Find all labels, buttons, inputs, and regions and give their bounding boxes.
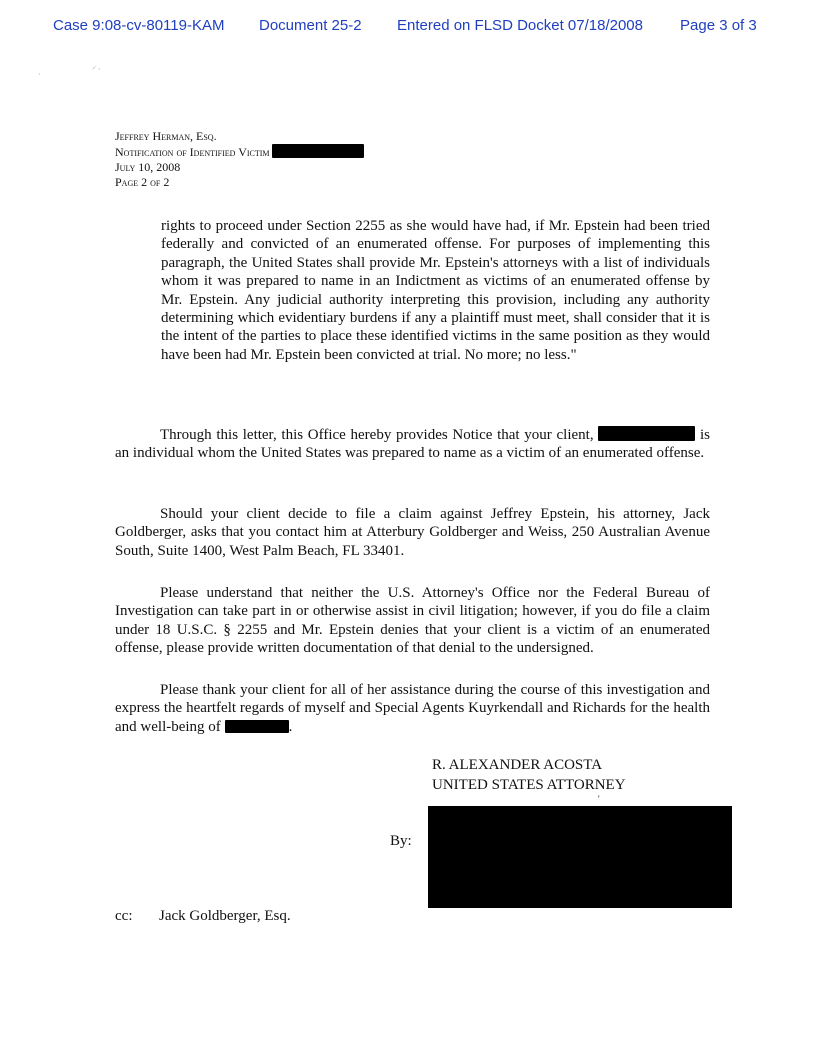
date-line: July 10, 2008 bbox=[115, 160, 181, 174]
signer-name: R. ALEXANDER ACOSTA bbox=[432, 757, 603, 773]
recipient-line: Jeffrey Herman, Esq. bbox=[115, 129, 217, 143]
notice-text-start: Through this letter, this Office hereby provides Notice that your client, bbox=[160, 427, 594, 443]
contact-paragraph bbox=[115, 505, 710, 560]
page-line: Page 2 of 2 bbox=[115, 175, 170, 189]
notice-text-end: is an individual whom the United States was prepared to name as a victim of an enumerated offense. bbox=[115, 427, 711, 462]
page-number: Page 3 of 3 bbox=[680, 17, 757, 34]
signature-block bbox=[432, 756, 626, 795]
scan-speck: · bbox=[38, 70, 41, 79]
civil-litigation-text: Please understand that neither the U.S. Attorney's Office nor the Federal Bureau of Investigation can take part in or otherwise assist in civil litigation; however, if you do file a claim under 18 U.S.C. § 2255 and Mr. Epstein denies that your client is a victim of an enumerated offense, please provide written documentation of that denial to the undersigned. bbox=[115, 585, 710, 657]
subject-line bbox=[115, 144, 364, 160]
document-number: Document 25-2 bbox=[259, 17, 362, 34]
redacted-signature bbox=[428, 806, 732, 908]
redaction-bar bbox=[598, 426, 695, 441]
by-label: By: bbox=[390, 833, 412, 849]
closing-paragraph bbox=[115, 681, 710, 736]
cc-line bbox=[115, 908, 291, 925]
civil-litigation-paragraph bbox=[115, 584, 710, 658]
case-number: Case 9:08-cv-80119-KAM bbox=[53, 17, 225, 34]
cc-name: Jack Goldberger, Esq. bbox=[159, 908, 291, 924]
closing-text: Please thank your client for all of her assistance during the course of this investigation and express the heartfelt regards of myself and Special Agents Kuyrkendall and Richards for the health and well-being of bbox=[115, 682, 710, 735]
closing-period: . bbox=[288, 718, 293, 735]
redaction-bar bbox=[225, 720, 289, 733]
redaction-bar bbox=[272, 144, 364, 158]
docket-entry-date: Entered on FLSD Docket 07/18/2008 bbox=[397, 17, 643, 34]
signature-stroke: ' bbox=[598, 794, 600, 804]
cc-label: cc: bbox=[115, 908, 133, 924]
quoted-agreement-paragraph bbox=[161, 217, 710, 364]
quote-text: rights to proceed under Section 2255 as she would have had, if Mr. Epstein had been tried federally and convicted of an enumerated offense. For purposes of implementing this paragraph, the United States shall provide Mr. Epstein's attorneys with a list of individuals whom it was prepared to name in an Indictment as victims of an enumerated offense by Mr. Epstein. Any judicial authority interpreting this provision, including any authority determining which evidentiary burdens if any a plaintiff must meet, shall consider that it is the intent of the parties to place these identified victims in the same position as they would have been had Mr. Epstein been convicted at trial. No more; no less." bbox=[161, 218, 710, 363]
notice-paragraph bbox=[115, 426, 710, 463]
court-filing-header bbox=[0, 14, 816, 38]
subject-text: Notification of Identified Victim bbox=[115, 145, 270, 159]
signer-title: UNITED STATES ATTORNEY bbox=[432, 776, 626, 793]
scan-speck: ⸍ · bbox=[92, 65, 101, 74]
contact-text: Should your client decide to file a claim against Jeffrey Epstein, his attorney, Jack Goldberger, asks that you contact him at Atterbury Goldberger and Weiss, 250 Australian Avenue South, Suite 1400, West Palm Beach, FL 33401. bbox=[115, 506, 710, 559]
letter-header bbox=[115, 129, 364, 190]
